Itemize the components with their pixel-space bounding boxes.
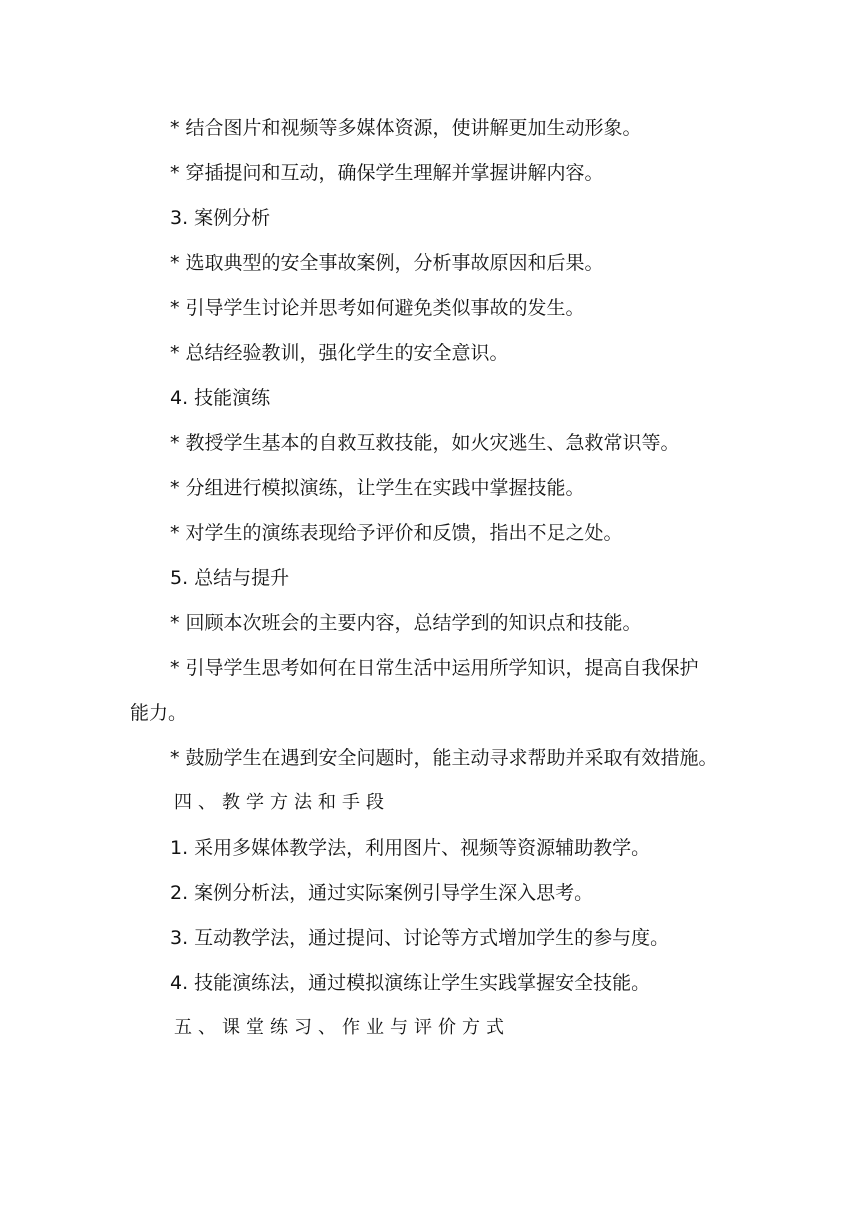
- method-item-case-analysis: 2. 案例分析法，通过实际案例引导学生深入思考。: [170, 882, 594, 904]
- bullet-interaction: * 穿插提问和互动，确保学生理解并掌握讲解内容。: [170, 162, 604, 184]
- method-item-multimedia: 1. 采用多媒体教学法，利用图片、视频等资源辅助教学。: [170, 837, 651, 859]
- bullet-summarize-lessons: * 总结经验教训，强化学生的安全意识。: [170, 342, 509, 364]
- bullet-review: * 回顾本次班会的主要内容，总结学到的知识点和技能。: [170, 612, 642, 634]
- subheading-skill-drill: 4. 技能演练: [170, 387, 271, 409]
- bullet-seek-help: * 鼓励学生在遇到安全问题时，能主动寻求帮助并采取有效措施。: [170, 747, 718, 769]
- bullet-multimedia: * 结合图片和视频等多媒体资源，使讲解更加生动形象。: [170, 117, 642, 139]
- subheading-case-analysis: 3. 案例分析: [170, 207, 271, 229]
- bullet-group-drill: * 分组进行模拟演练，让学生在实践中掌握技能。: [170, 477, 585, 499]
- bullet-teach-skills: * 教授学生基本的自救互救技能，如火灾逃生、急救常识等。: [170, 432, 680, 454]
- bullet-select-cases: * 选取典型的安全事故案例，分析事故原因和后果。: [170, 252, 604, 274]
- bullet-discuss: * 引导学生讨论并思考如何避免类似事故的发生。: [170, 297, 585, 319]
- bullet-apply-knowledge: * 引导学生思考如何在日常生活中运用所学知识，提高自我保护: [170, 657, 699, 679]
- bullet-feedback: * 对学生的演练表现给予评价和反馈，指出不足之处。: [170, 522, 623, 544]
- method-item-skill-drill: 4. 技能演练法，通过模拟演练让学生实践掌握安全技能。: [170, 972, 651, 994]
- method-item-interactive: 3. 互动教学法，通过提问、讨论等方式增加学生的参与度。: [170, 927, 670, 949]
- section-heading-methods: 四、教学方法和手段: [174, 792, 390, 813]
- bullet-apply-knowledge-continued: 能力。: [130, 702, 188, 724]
- section-heading-exercises: 五、课堂练习、作业与评价方式: [174, 1017, 510, 1038]
- subheading-summary: 5. 总结与提升: [170, 567, 290, 589]
